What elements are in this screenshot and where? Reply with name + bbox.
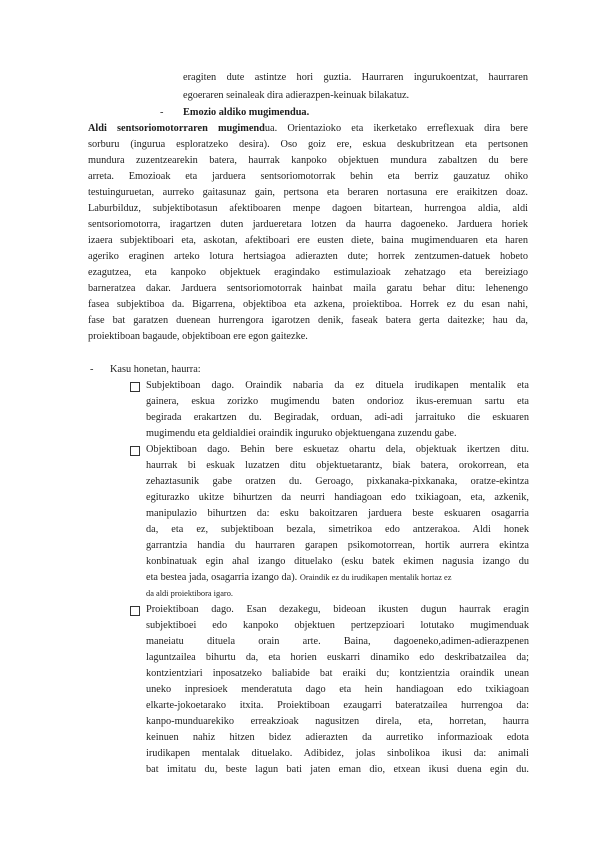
main-paragraph-lead-bold: Aldi sentsoriomotorraren mugimend xyxy=(88,123,265,134)
main-paragraph-line: mundura zuzentzearekin batera, haurrak kanpoko objektuen mundura zabaltzen du bere xyxy=(88,155,528,166)
main-paragraph-line: Laburbilduz, subjektibotasun afektiboaren menpe dagoen bitartean, hurrengoa aldia, aldi xyxy=(88,203,528,214)
main-paragraph-line: fasea subjektiboa da. Bigarrena, objektiboa eta azkena, proiektiboa. Horrek ez du esan nahi, xyxy=(88,299,528,310)
list-item-2-small-note: Oraindik ez du irudikapen mentalik hortaz ez xyxy=(299,573,452,582)
main-paragraph-line: sentsoriomotorra, iragartzen duten jardueretara lotzen da haurra dagoeneko. Jarduera horiek xyxy=(88,219,528,230)
main-paragraph-line: arreta. Emozioak eta jarduera sentsoriomotorrak behin eta berriz gauzatuz ohiko xyxy=(88,171,528,182)
list-item-2-line: zehaztasunik gabe oratzen du. Geroago, pixkanaka-pixkanaka, oratze-ekintza xyxy=(146,476,529,487)
list-item-2-line: manipulazio bihurtzen da: esku bakoitzaren jarduera beste eskuaren osagarria xyxy=(146,508,529,519)
list-item-3-line: subjektiboei edo kanpoko objektuen pertzepzioari lotutako mugimenduak xyxy=(146,620,529,631)
list-item-1-line: gainera, eskua zorizko mugimendu baten ondorioz ikus-eremuan sartu eta xyxy=(146,396,529,407)
main-paragraph-line: barneratzea dakar. Jarduera sentsoriomotorrak hainbat maila garatu behar ditu: lehenengo xyxy=(88,283,528,294)
intro-line-2: egoeraren seinaleak dira adierazpen-keinuak bilakatuz. xyxy=(183,90,410,101)
list-intro: Kasu honetan, haurra: xyxy=(110,364,201,375)
list-item-2-line: egiturazko ukitze bihurtzen da neurri handiagoan edo txikiagoan, eta, azkenik, xyxy=(146,492,529,503)
main-paragraph-line-1 xyxy=(88,122,528,135)
list-item-2-line xyxy=(146,571,529,584)
list-item-2-line: Objektiboan dago. Behin bere eskuetaz ohartu dela, objektuak ikertzen ditu. xyxy=(146,444,529,455)
checkbox-icon xyxy=(130,606,140,616)
section-heading: Emozio aldiko mugimendua. xyxy=(183,107,310,118)
list-item-3-line: keinuen nahiz hitzen bidez adierazten da aurretiko informazioak edota xyxy=(146,732,529,743)
main-paragraph-line: ezagutzea, eta kanpoko objektuek eragindako estimulazioak zehatzago eta bereiziago xyxy=(88,267,528,278)
list-dash: - xyxy=(90,364,94,375)
main-paragraph-lead-rest: ua. Orientazioko eta ikerketako erreflexuak dira bere xyxy=(264,123,528,134)
list-item-3-line: Proiektiboan dago. Esan dezakegu, bideoan ikusten dugun haurrak eragin xyxy=(146,604,529,615)
list-item-3-line: laguntzailea bihurtu da, eta horien euskarri dinamiko edo deskribatzailea da; xyxy=(146,652,529,663)
main-paragraph-line: izaera subjektiboari eta, askotan, afektiboari ere eusten diete, baina mugimenduaren eta haren xyxy=(88,235,528,246)
list-item-3-line: elkarte-jokoetarako itxita. Proiektiboan ezaugarri bateratzailea hurrengoa da: xyxy=(146,700,529,711)
main-paragraph-line: fase bat garatzen duenean hurrengora igarotzen denik, faseak batera gerta daitezke; hau da, xyxy=(88,315,528,326)
list-item-3-line: uneko inpresioek menderatuta dago eta hein handiagoan edo txikiagoan xyxy=(146,684,529,695)
list-item-1-line: mugimendu eta geldialdiei oraindik inguruko objektuengana zuzendu gabe. xyxy=(146,428,457,439)
list-item-2-line: da, eta ez, subjektiboan bezala, simetrikoa edo antzerakoa. Aldi honek xyxy=(146,524,529,535)
list-item-1-line: Subjektiboan dago. Oraindik nabaria da ez dituela irudikapen mentalik eta xyxy=(146,380,529,391)
main-paragraph-line: sorburu (ingurua esploratzeko desira). Oso goiz ere, eskua deskubritzean eta pertsonen xyxy=(88,139,528,150)
list-item-2-line: haurrak bi eskuak luzatzen ditu objektuetarantz, biak batera, orokorrean, eta xyxy=(146,460,529,471)
list-item-3-line: maneiatu dituela orain arte. Baina, dagoeneko,adimen-adierazpenen xyxy=(146,636,529,647)
main-paragraph-line: ageriko eraginen arteko lotura hertsiagoa adierazten dute; horrek zentzumen-datuek hobeto xyxy=(88,251,528,262)
list-item-3-line: bat imitatu du, beste lagun bati jaten eman dio, etxean ikusi duena egin du. xyxy=(146,764,529,775)
checkbox-icon xyxy=(130,446,140,456)
checkbox-icon xyxy=(130,382,140,392)
list-item-3-line: kontzientziari inposatzeko baliabide bat eraiki du; kontzientzia oraindik unean xyxy=(146,668,529,679)
list-item-1-line: begirada erakartzen du. Begiradak, orduan, adi-adi jarraituko die eskuaren xyxy=(146,412,529,423)
list-item-3-line: irudikapen mentalak dituelako. Adibidez, jolas sinbolikoa ikusi da: animali xyxy=(146,748,529,759)
intro-line-1: eragiten dute astintze hori guztia. Haurraren ingurukoentzat, haurraren xyxy=(183,72,528,83)
main-paragraph-line: testuinguruetan, aurreko gaitasunaz gain, pertsona eta beraren nortasuna ere eraikitzen doaz. xyxy=(88,187,528,198)
list-item-2-text: eta bestea jada, osagarria izango da). xyxy=(146,572,298,583)
main-paragraph-line: proiektiboan bagaude, objektiboan ere egon gaitezke. xyxy=(88,331,308,342)
list-item-2-line: konbinatuak egin ahal izango dituelako (esku batek ekimen nagusia izango du xyxy=(146,556,529,567)
list-item-2-small-note: da aldi proiektibora igaro. xyxy=(146,589,233,598)
list-item-3-line: kanpo-munduarekiko erreakzioak nagusitzen direla, eta, horretan, haurra xyxy=(146,716,529,727)
section-heading-dash: - xyxy=(160,107,164,118)
list-item-2-line: garrantzia handia du haurraren garapen psikomotorrean, hortik aurrera ekintza xyxy=(146,540,529,551)
